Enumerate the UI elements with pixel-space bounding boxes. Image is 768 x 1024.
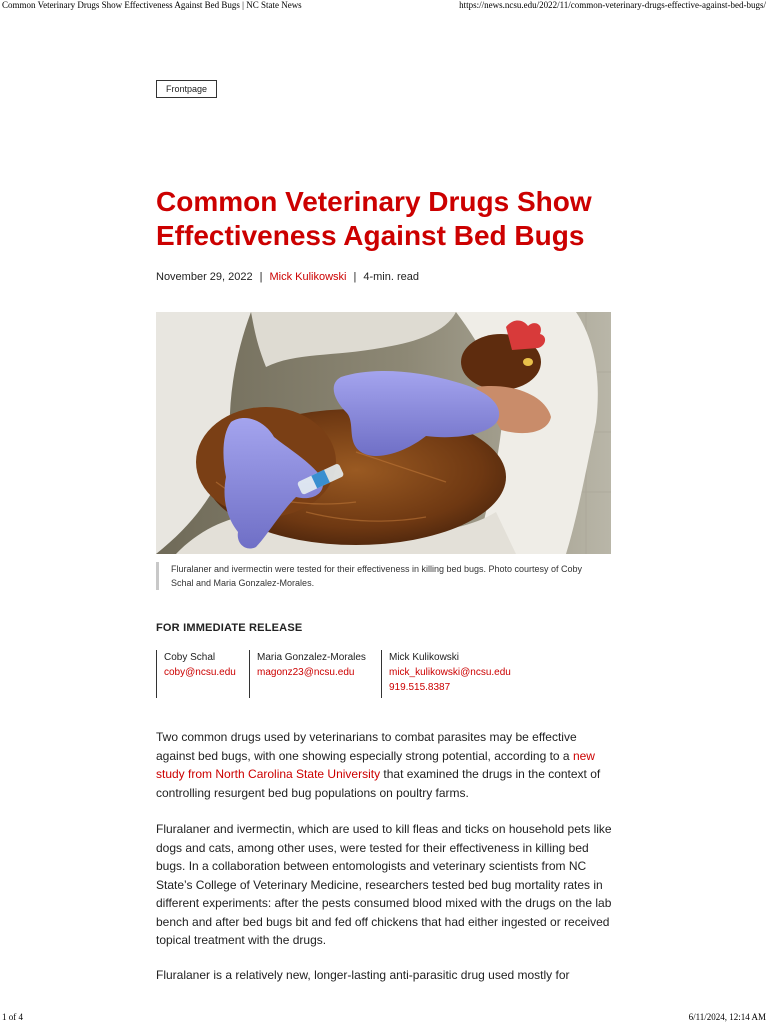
page-counter: 1 of 4	[2, 1012, 23, 1022]
category-tag-frontpage[interactable]: Frontpage	[156, 80, 217, 98]
study-link[interactable]: new study from North Carolina State University	[156, 748, 595, 781]
article-paragraph: Fluralaner and ivermectin, which are used to kill fleas and ticks on household pets like dogs and cats, among other uses, were tested for their effectiveness in killing bed bugs. In a collaboration between entomologists and veterinary scientists from NC State’s College of Veterinary Medicine, researchers tested bed bug mortality rates in different experiments: after the pests consumed blood mixed with the drugs on the lab bench and after bed bugs bit and fed off chickens that had either ingested or received topical treatment with the drugs.	[156, 822, 612, 947]
contact-phone-link[interactable]: 919.515.8387	[389, 682, 451, 693]
article-meta	[156, 271, 419, 283]
release-label: FOR IMMEDIATE RELEASE	[156, 622, 303, 634]
meta-separator: |	[353, 271, 357, 283]
paragraph-text: Two common drugs used by veterinarians to combat parasites may be effective against bed bugs, with one showing especially strong potential, according to a	[156, 730, 577, 763]
contact-name: Maria Gonzalez-Morales	[257, 652, 366, 663]
contact-coby-schal	[156, 650, 248, 698]
contact-email-link[interactable]: coby@ncsu.edu	[164, 667, 236, 678]
print-page-title: Common Veterinary Drugs Show Effectiveness Against Bed Bugs | NC State News	[2, 0, 302, 10]
image-caption: Fluralaner and ivermectin were tested for their effectiveness in killing bed bugs. Photo courtesy of Coby Schal and Maria Gonzalez-Morales.	[156, 562, 601, 590]
article-paragraph	[156, 728, 614, 802]
paragraph-text: that examined the drugs in the context of controlling resurgent bed bug populations on poultry farms.	[156, 767, 601, 800]
article-date: November 29, 2022	[156, 271, 253, 283]
print-datetime: 6/11/2024, 12:14 AM	[688, 1012, 766, 1022]
contact-email-link[interactable]: mick_kulikowski@ncsu.edu	[389, 667, 511, 678]
hero-image	[156, 312, 611, 554]
contact-mick-kulikowski	[381, 650, 529, 698]
read-time: 4-min. read	[363, 271, 419, 283]
meta-separator: |	[259, 271, 263, 283]
hen-photo-icon	[156, 312, 611, 554]
contact-name: Mick Kulikowski	[389, 652, 460, 663]
print-page-url: https://news.ncsu.edu/2022/11/common-veterinary-drugs-effective-against-bed-bugs/	[459, 0, 766, 10]
print-footer	[0, 1012, 768, 1024]
article-paragraph: Fluralaner is a relatively new, longer-lasting anti-parasitic drug used mostly for	[156, 968, 570, 982]
print-header	[0, 0, 768, 12]
contact-name: Coby Schal	[164, 652, 216, 663]
contact-email-link[interactable]: magonz23@ncsu.edu	[257, 667, 355, 678]
author-link[interactable]: Mick Kulikowski	[269, 271, 347, 283]
contact-maria-gonzalez-morales	[249, 650, 379, 698]
article-title: Common Veterinary Drugs Show Effectiveness Against Bed Bugs	[156, 186, 592, 251]
